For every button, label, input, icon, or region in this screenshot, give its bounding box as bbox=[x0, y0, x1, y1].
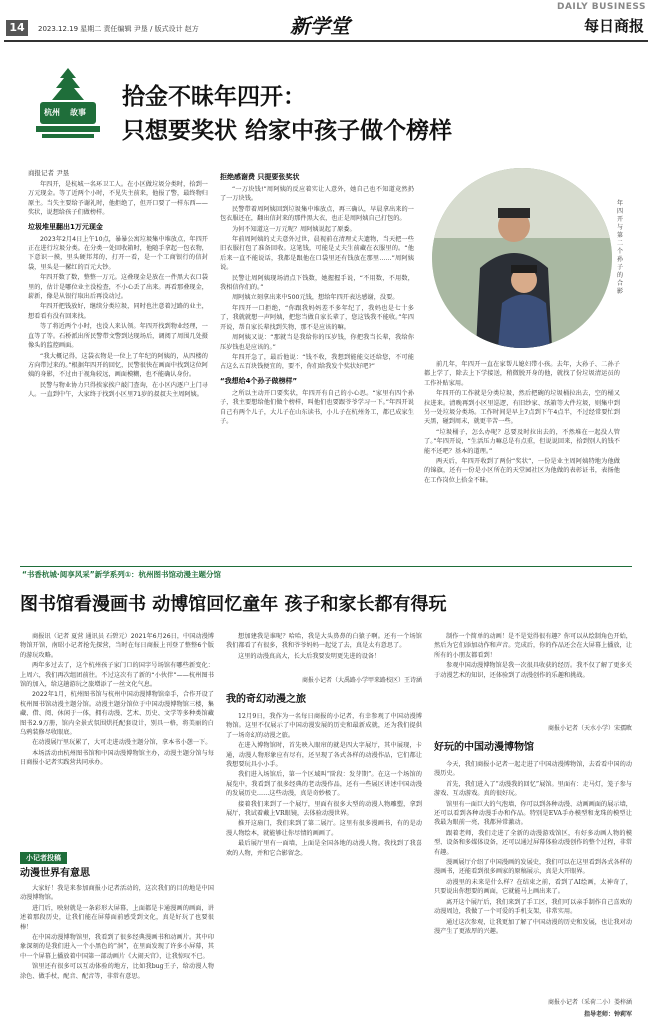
essay-b2-p1: 参观中国动漫博物馆是我一次很具收获的经历。我不仅了解了更多关于动漫艺术的知识，还体验到了动漫创作的乐趣和挑战。 bbox=[434, 662, 632, 679]
story1-col3-p3: 两天后，年四开收到了两份“奖状”，一份是业主周阿姨特地为他做的锦旗，还有一份是小区所在的天堂园社区为他做的表彰证书，表扬他在工作岗位上拾金不昧。 bbox=[424, 458, 620, 484]
story1-col2-subhead-2: “我想给4个孙子做榜样” bbox=[220, 376, 298, 385]
essay-c-p4: 漫画展厅介绍了中国漫画的发展史，我们可以在这里看到各式各样的漫画书，还能看到很多画家的原稿展示，真是大开眼界。 bbox=[434, 859, 632, 876]
essay-c-p2: 馆里有一面巨大的气泡墙，你可以到各种动漫、动画画面的展示墙，还可以看到各种动漫手办和作品。特别是EVA手办模型和龙珠的模型让我最为眼前一亮，我都异常激动。 bbox=[434, 800, 632, 827]
story2-sub-c: 好玩的中国动漫博物馆 bbox=[434, 742, 534, 753]
logo-text-story: 故事 bbox=[70, 108, 86, 117]
essay-b-p0: 12月9日，我作为一名每日商报的小记者，有幸参观了中国动漫博物馆。这里不仅展示了中国动漫发展的历史和最新成就，还为我们提供了一场奇幻的动漫之旅。 bbox=[226, 713, 422, 739]
story1-col3-p2: “垃圾桶子，怎么办呢？总要及时拉出去的，不然堆在一起没人管了。”年四开说，“生活压力嘛总是有点重，但说说回来，拾到别人的钱不能不还吧？基本的道理。” bbox=[424, 428, 620, 455]
essay-b-continued bbox=[434, 632, 632, 720]
story1-col2-p4: 年前周阿姨的丈夫意外过世，晨视前在清理丈夫遗物，当天把一些旧衣服打包了准备回收。这笔钱，可能是丈夫生前藏在衣服里的。“他后来一直不能说话，我都是跟他在口袋里还有钱放在那里……”周阿姨说。 bbox=[220, 236, 414, 272]
essay-b-p4: 推开这扇门，我们来到了第二展厅。这里有很多漫画书，有的是动漫人物绘本，就能够让你尽情的画画了。 bbox=[226, 820, 422, 837]
story1-col1-p4: 年四开把钱放好，继续分类垃圾，同时也注意着过路的业主，想看看有没有回来找。 bbox=[28, 303, 208, 320]
signoff-c: 商报小记者（采荷二小）娄梓涵 bbox=[547, 999, 632, 1006]
story1-headline-2: 只想要奖状 给家中孩子做个榜样 bbox=[122, 118, 453, 144]
story2-sub-b: 我的奇幻动漫之旅 bbox=[226, 694, 306, 705]
story2-intro-p3: 在动漫展厅里玩累了，大可走进动漫主题分馆，拿本书小憩一下。 bbox=[32, 739, 212, 747]
signoff-a: 商报小记者（大禹路小学甲来路校区）王诗涵 bbox=[301, 677, 422, 684]
story1-photo bbox=[432, 168, 612, 348]
story2-sub-a: 动漫世界有意思 bbox=[20, 868, 90, 879]
essay-a-p1: 进门后，映射就是一条彩形大屏幕，上面都是卡通漫画的画面，讲述着那段历史，让我们能在屏幕面前感受到文化，真是好玩了也要很棒！ bbox=[20, 904, 214, 931]
essay-c-p5: 动漫里的未来是什么样？在结束之前，看到了AI绘画，太神奇了，只要说出你想要的画面，它就能马上画出来了。 bbox=[434, 878, 632, 896]
story1-col3-p0: 前几年，年四开一直在家帮儿媳妇带小孩。去年，大孙子、二孙子都上学了，除去上下学接送，稍微脱开身的他，就找了份垃圾清运员的工作补贴家用。 bbox=[424, 361, 620, 387]
story1-col1-p7: 民警与物业协力只得挨家挨户敲门查询，在小区内逐户上门寻人。一直到中午，大家终于找到小区里71岁的叔叔夫主周阿姨。 bbox=[28, 381, 208, 399]
story1-col2-subhead-1: 拒绝感谢费 只提要张奖状 bbox=[220, 173, 300, 181]
story2-headline: 图书馆看漫画书 动博馆回忆童年 孩子和家长都有得玩 bbox=[20, 594, 447, 615]
story1-col2-p6: 周阿姨立刻拿出来中500元钱，想给年四开表达感谢，没要。 bbox=[232, 294, 399, 302]
story1-col1-p6: “我大概记得，这袋衣物是一位上了年纪的阿姨的，从四楼的方向带过来的。”根据年四开的回忆，民警很快在画面中找到这位阿姨的身影，不过由于视角较远，画面模糊，也不能确认身份。 bbox=[28, 352, 208, 379]
story1-col3-p1: 年四开的工作就是分类垃圾，然后把碗的垃圾桶拉出去，空的桶又拉进来。清晚再到小区里巡逻，有旧纱家、纸箱等大件垃圾，则集中到另一处垃圾分类场。工作时间是早上7点到下午4点半，不过经常要忙到天黑，碰到周末，就更辛苦一些。 bbox=[424, 390, 620, 426]
essay-a-p0: 大家好！我是来参加商报小记者活动的，这次我们的目的地是中国动漫博物馆。 bbox=[20, 885, 214, 902]
essay-a-cont-p0: 想加建我是谁呢？哈哈，我是大头鼻鼻的白猿子啊。还有一个场馆我们都看了有很多，我和爷爷妈妈一起觉了去，真是太有意思了。 bbox=[226, 633, 422, 650]
series-banner bbox=[20, 566, 632, 580]
issue-meta: 2023.12.19 星期二 责任编辑 尹垦 / 版式设计 赵方 bbox=[38, 25, 199, 33]
story1-photo-caption: 年四开与第二个孙子的合影 bbox=[617, 200, 624, 295]
section-title: 新学堂 bbox=[290, 14, 350, 38]
story1-headline-1: 拾金不昧年四开： bbox=[122, 84, 306, 110]
story1-col3 bbox=[424, 360, 620, 558]
story1-col2-p2: 民警带着周阿姨回到垃圾集中堆放点，再三确认，早晨拿出来的一包衣服还在，翻出信封来的那件黑大衣，也正是周阿姨自己打包的。 bbox=[220, 205, 414, 223]
essay-b-p5: 最后展厅里有一面墙，上面是全国各地的动漫人物。我找到了我喜欢的人物，并和它合影留念。 bbox=[226, 840, 422, 857]
story1-col1-p2: 2023年2月4日上午10点，暴暴公寓垃圾集中堆放点，年四开正在进行垃圾分类。在分类一处回收箱时，他随手拿起一包衣物，下意识一摸，里头硬邦邦的，打开一看，是一个工商银行的信封袋，里头是一摞红的百元大钞。 bbox=[28, 235, 208, 271]
page-header bbox=[0, 0, 652, 46]
essay-b-p1: 在进入博物馆时，首先映入眼帘的就是四大字展厅，其中展现，卡通，动漫人物形象应有尽有，还呈现了各式各样的动漫作品，它们都让我想要玩具小小手。 bbox=[226, 742, 422, 769]
essay-c-p0: 今天，我们商报小记者一起走进了中国动漫博物馆，去看看中国的动漫历史。 bbox=[434, 761, 632, 778]
story2-intro bbox=[20, 632, 214, 848]
story1-col2-p7: 年四开一口拒绝，“你跟我妈妈差不多年纪了，我妈也是七十多了，我就就想一声阿姨，把您当做自家长辈了，您这钱我不能收。”年四开说，帮自家长辈找到失物，那不是应该的嘛。 bbox=[220, 304, 414, 331]
story1-col1-p0: 年四开，是杭城一名环卫工人。在小区做垃圾分类时，拾到一万元现金。等了近两个小时，不见失主前来，他报了警，最终物归原主。当失主要给予谢礼时，他拒绝了，但开口要了一样东西——奖状，说想给孩子们做榜样。 bbox=[28, 181, 208, 217]
essay-a-p2: 在中国动漫博物馆里，我看到了很多经典漫画书和动画片。其中印象深刻的是我们进入一个小黑色的“洞”，在里面发现了许多小屏幕，其中一个屏幕上播放着中国第一部动画片《大闹天宫》，让我惊叹不已。 bbox=[20, 934, 214, 960]
essay-b-p2: 我们进入场馆后，第一个区域叫“阶段：发芽期”。在这一个场馆的展览中，我看到了很多经典的老动漫作品，还有一些展区讲述中国动漫的发展历史……这些动漫，真是奇妙极了。 bbox=[226, 771, 422, 798]
story1-col2-p1: “一万块钱!”周阿姨的反应着实让人意外，她自己也不知道竟然扔了一万块钱。 bbox=[220, 186, 414, 203]
essay-c-p6: 离开这个展厅后，我们来到了手工区，我们可以亲手制作自己喜欢的动漫周边，我做了一个可爱的手机支架，非常实用。 bbox=[434, 898, 632, 916]
story1-byline: 商报记者 尹垦 bbox=[28, 169, 70, 177]
series-banner-text: “书香杭城·阅享风采”新学系列①：杭州图书馆动漫主题分馆 bbox=[22, 570, 222, 579]
story1-col2-p3: 为何不知道这一万元呢？周阿姨说起了原委。 bbox=[232, 225, 356, 233]
essay-a-p3: 馆里还有很多可以互动体验的地方，比如我bug王子，给动漫人物涂色、做手杖，配音、配音等，非常有意思。 bbox=[20, 963, 214, 980]
story1-col1-p3: 年四开数了数，整整一万元。这叠现金是放在一件黑大衣口袋里的，估计是哪位业主没检查，不小心丢了出来。再看那叠现金，崭新，像是从银行取出后再没动过。 bbox=[28, 274, 208, 301]
logo-text-hangzhou: 杭州 bbox=[44, 108, 60, 117]
story1-col2-p9: 年四开急了，最后他说：“钱不收，我想到能能交还给您，不可能占这么五百块钱便宜的，要不，你们给我发个奖状好吧?” bbox=[220, 353, 414, 371]
story1-col2-p8: 周阿姨又说：“那就当是我给你的压岁钱，你把我当长辈，我给你压岁钱也是应该的。” bbox=[220, 334, 414, 351]
hangzhou-story-logo bbox=[32, 66, 104, 144]
essay-a bbox=[20, 884, 214, 1018]
banner-rule-top bbox=[20, 566, 632, 567]
header-rule bbox=[4, 40, 648, 42]
signoff-b: 商报小记者（天水小学）宋孺畋 bbox=[547, 725, 632, 732]
editor-credit: 指导老师：钟莉军 bbox=[583, 1011, 632, 1018]
essay-a-cont-p1: 这里的动漫真高大，长大后我要发明更先进的设备！ bbox=[238, 652, 381, 660]
story2-intro-p4: 本场活动由杭州图书馆和中国动漫博物馆主办，动漫主题分馆与每日商报小记者实践营共同承办。 bbox=[20, 749, 214, 767]
brand-cn: 每日商报 bbox=[583, 17, 644, 35]
story1-col1-p5: 等了将近两个小时，也没人来认领。年四开找到物业经理，一直等了等。石桥派出所民警带文警到达现场后，调阅了周围几处摄像头的监控画面。 bbox=[28, 323, 208, 350]
story2-intro-p1: 两年多过去了，这个杭州孩子家门口的国字号场馆有哪些新变化：上周六，我们再次组团前往。不过这次有了新的“小伙伴”——杭州图书馆的加入，给这趟游玩之旅增添了一丝文化气息。 bbox=[20, 662, 214, 689]
story1-col1 bbox=[28, 180, 208, 558]
story1-col2 bbox=[220, 170, 414, 558]
essay-c-p1: 首先，我们进入了“动漫我的回忆”展馆。里面有：走马灯，笼子参与游戏、互动游戏。真的很好玩。 bbox=[434, 780, 632, 798]
story2-intro-p0: 商报讯（记者 夏营 通讯员 石碧元）2021年6月26日，中国动漫博物馆开馆，南昭小记者抢先探营，当时在每日商报上刊登了整整6个版的游玩攻略。 bbox=[20, 633, 214, 659]
story1-col2-p5: 民警让周阿姨现场清点下钱数，她握握手说，“不用数，不用数，我相信你们的。” bbox=[220, 274, 414, 292]
essay-b2-p0: 制作一个简单的动画！是不是觉得很有趣？你可以从绘制角色开始，然后为它们添加动作和声音。完成后，你的作品还会在大屏幕上播放，让所有的小朋友都看到！ bbox=[434, 633, 632, 659]
essay-b-p3: 接着我们来到了一个展厅，里面有很多大型的动漫人物雕塑，拿到展厅，我试着戴上VR眼镜，去体验动漫世界。 bbox=[226, 800, 422, 818]
essay-a-continued bbox=[226, 632, 422, 672]
story1-col1-subhead: 垃圾堆里翻出1万元现金 bbox=[28, 222, 103, 231]
story2-intro-p2: 2022年1月，杭州图书馆与杭州中国动漫博物馆牵手，合作开设了杭州图书馆动漫主题分馆。动漫主题分馆位于中国动漫博物馆三楼，集藏、借、阅、休闲于一体，拥有动漫、艺术、历史、文学等多种类馆藏图书2.9万册，馆内全景式氛围烘托配套设计，别具一格，将美丽的白乌鸦装修尽收眼底。 bbox=[20, 691, 214, 737]
essay-c bbox=[434, 760, 632, 996]
page-number: 14 bbox=[6, 20, 28, 36]
essay-b bbox=[226, 712, 422, 1018]
reporter-tag: 小记者投稿 bbox=[20, 852, 67, 864]
essay-c-p3: 跟着老师，我们走进了全新的动漫游戏馆区，有好多动画人物的模型、设备和多媒体设备，还可以通过屏幕体验动漫创作的整个过程，非常有趣。 bbox=[434, 829, 632, 856]
story1-col2-p11: 之所以主动开口要奖状，年四开有自己的小心思。“家里有四个孙子，我主要想给他们做个榜样，叫他们也要跟爷爷学习一下。”年四开说自己有两个儿子，大儿子在山东读书，小儿子在杭州务工，都已成家生子。 bbox=[220, 389, 414, 425]
essay-c-p7: 通过这次参观，让我更加了解了中国动漫的历史和发展，也让我对动漫产生了更浓厚的兴趣。 bbox=[434, 918, 632, 935]
brand-en: DAILY BUSINESS bbox=[556, 2, 646, 12]
